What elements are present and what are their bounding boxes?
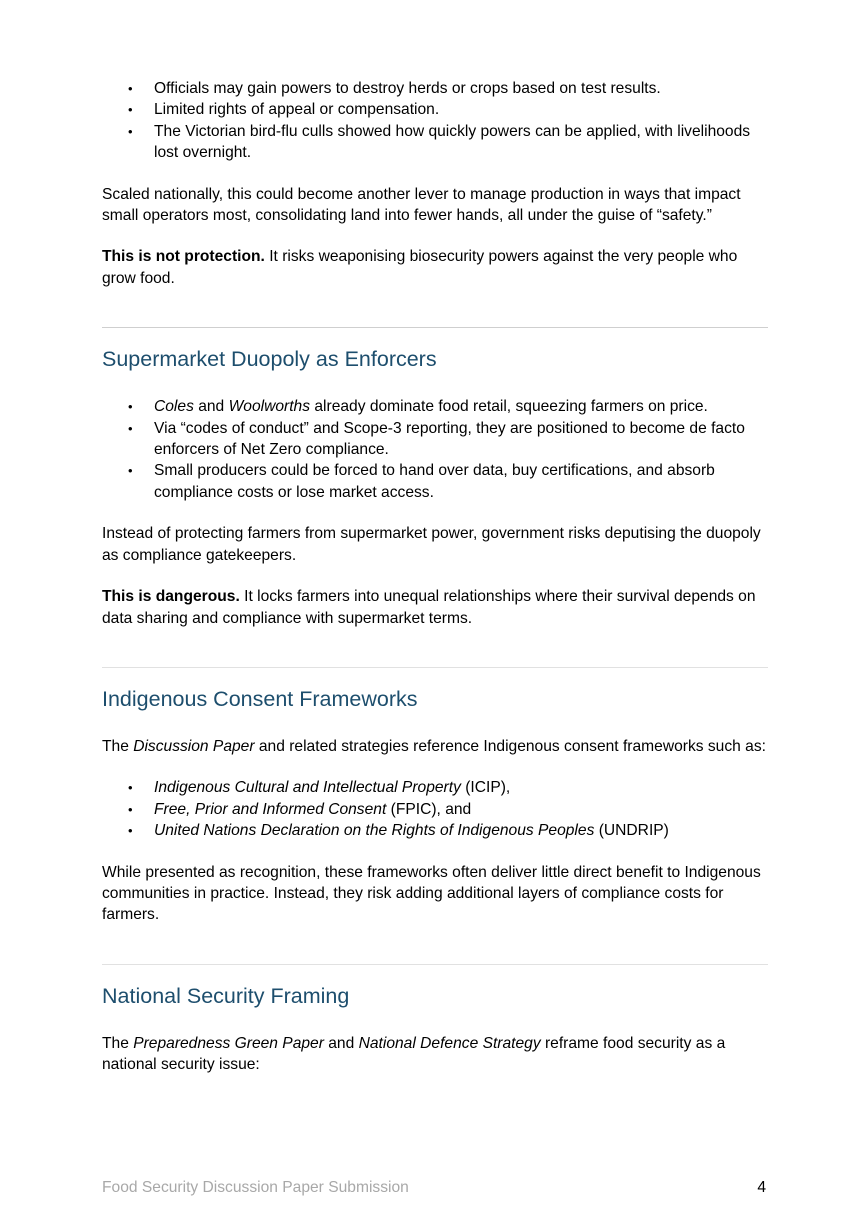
- bold-lead: This is dangerous.: [102, 588, 240, 606]
- paragraph: This is not protection. It risks weaponising biosecurity powers against the very people who grow food.: [102, 248, 738, 287]
- duopoly-bullet-list: [102, 396, 768, 503]
- section-divider: [102, 964, 768, 965]
- list-item: • Officials may gain powers to destroy herds or crops based on test results.: [102, 78, 768, 99]
- list-item: • Limited rights of appeal or compensation.: [102, 99, 768, 120]
- section-heading: National Security Framing: [102, 983, 350, 1008]
- paragraph: The Discussion Paper and related strategies reference Indigenous consent frameworks such as:: [102, 737, 766, 755]
- paragraph: This is dangerous. It locks farmers into unequal relationships where their survival depends on data sharing and compliance with supermarket terms.: [102, 588, 756, 627]
- list-item: • United Nations Declaration on the Rights of Indigenous Peoples (UNDRIP): [102, 820, 768, 841]
- page-footer: [102, 1178, 768, 1198]
- page-number: 4: [757, 1179, 766, 1196]
- bold-lead: This is not protection.: [102, 248, 265, 266]
- section-heading: Indigenous Consent Frameworks: [102, 686, 418, 711]
- section-divider: [102, 667, 768, 668]
- paragraph: While presented as recognition, these frameworks often deliver little direct benefit to Indigenous communities in practice. Instead, they risk adding additional layers of compliance costs for farmers.: [102, 863, 761, 924]
- paragraph: Instead of protecting farmers from supermarket power, government risks deputising the duopoly as compliance gatekeepers.: [102, 525, 761, 564]
- list-item: • Via “codes of conduct” and Scope-3 reporting, they are positioned to become de facto enforcers of Net Zero compliance.: [102, 418, 768, 461]
- list-item: • Indigenous Cultural and Intellectual Property (ICIP),: [102, 777, 768, 798]
- consent-framework-bullet-list: [102, 777, 768, 841]
- paragraph: Scaled nationally, this could become another lever to manage production in ways that impact small operators most, consolidating land into fewer hands, all under the guise of “safety.”: [102, 185, 741, 225]
- list-item: • Coles and Woolworths already dominate food retail, squeezing farmers on price.: [102, 396, 768, 417]
- section-divider: [102, 327, 768, 328]
- list-item: • Small producers could be forced to hand over data, buy certifications, and absorb compliance costs or lose market access.: [102, 460, 768, 503]
- paragraph: The Preparedness Green Paper and National Defence Strategy reframe food security as a national security issue:: [102, 1034, 726, 1074]
- list-item: • Free, Prior and Informed Consent (FPIC), and: [102, 799, 768, 820]
- list-item: • The Victorian bird-flu culls showed how quickly powers can be applied, with livelihoods lost overnight.: [102, 121, 768, 164]
- page-content: [102, 78, 768, 1076]
- footer-title: Food Security Discussion Paper Submission: [102, 1179, 409, 1196]
- section-heading: Supermarket Duopoly as Enforcers: [102, 347, 437, 372]
- biosecurity-bullet-list: [102, 78, 768, 164]
